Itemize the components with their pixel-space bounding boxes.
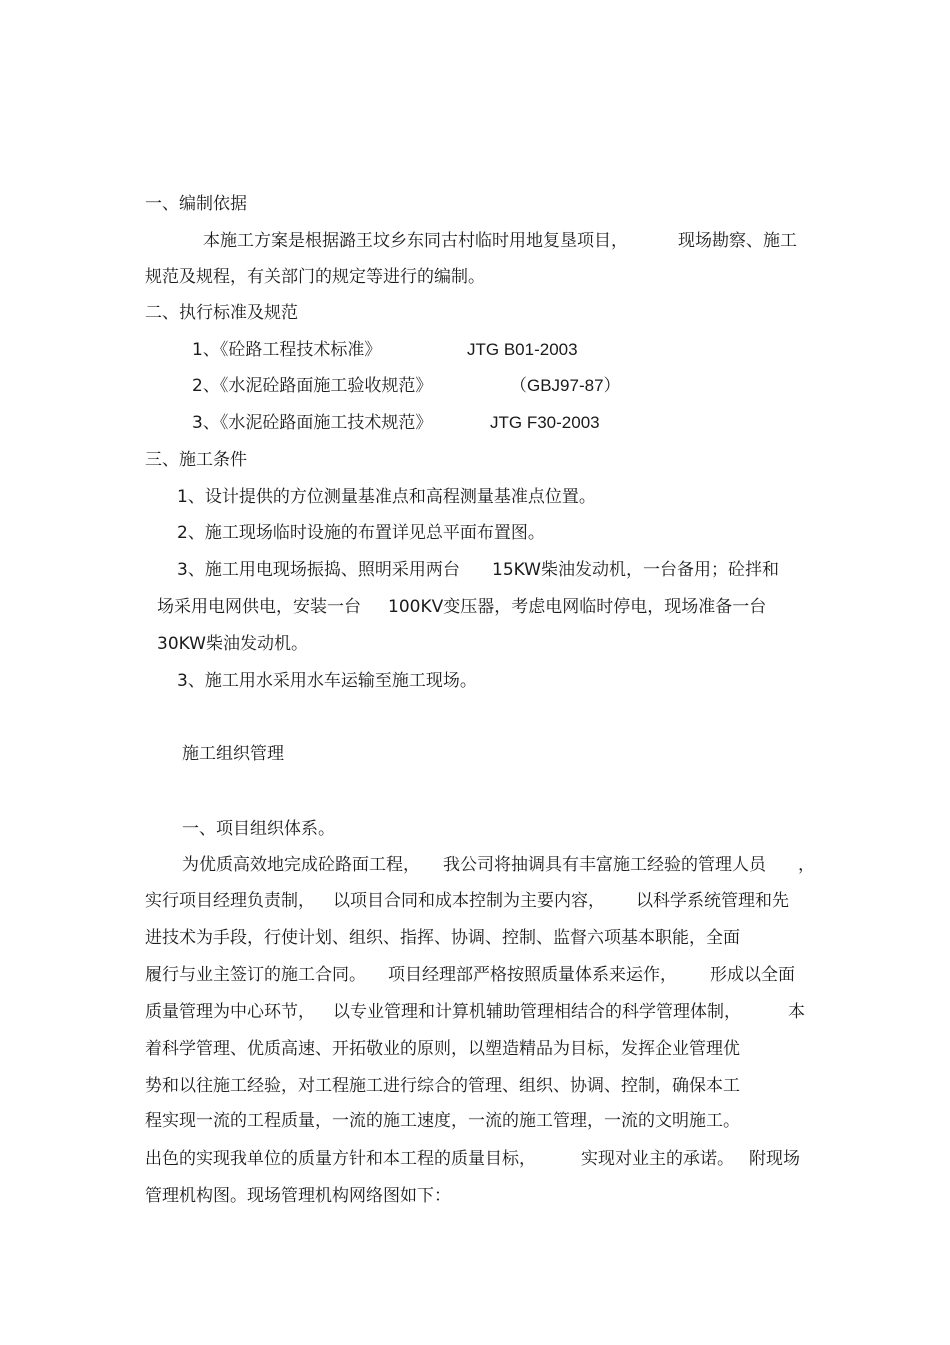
condition-item-3-line3: 30KW柴油发动机。 — [157, 634, 308, 654]
management-sub-heading: 一、项目组织体系。 — [182, 819, 335, 839]
condition-item-3-line2-a: 场采用电网供电，安装一台 — [157, 597, 361, 617]
section1-heading: 一、编制依据 — [145, 194, 247, 214]
management-text: 管理机构图。现场管理机构网络图如下： — [145, 1186, 451, 1206]
management-text: 质量管理为中心环节， — [145, 1002, 315, 1022]
management-text: 程实现一流的工程质量，一流的施工速度，一流的施工管理，一流的文明施工。 — [145, 1111, 740, 1131]
standard-item-code: JTG B01-2003 — [467, 340, 578, 359]
management-text: 以项目合同和成本控制为主要内容， — [333, 891, 605, 911]
condition-item-3-line2-b: 100KV变压器，考虑电网临时停电，现场准备一台 — [388, 597, 767, 617]
management-text: 实现对业主的承诺。 — [581, 1149, 734, 1169]
management-title: 施工组织管理 — [182, 744, 284, 764]
condition-item-3-line1-a: 3、施工用电现场振捣、照明采用两台 — [177, 560, 460, 580]
management-text: 着科学管理、优质高速、开拓敬业的原则，以塑造精品为目标，发挥企业管理优 — [145, 1039, 740, 1059]
condition-item-1: 1、设计提供的方位测量基准点和高程测量基准点位置。 — [177, 487, 596, 507]
management-text: 势和以往施工经验，对工程施工进行综合的管理、组织、协调、控制，确保本工 — [145, 1076, 740, 1096]
management-text: ， — [798, 855, 815, 875]
standard-item-title: 3、《水泥砼路面施工技术规范》 — [192, 413, 433, 433]
management-text: 进技术为手段，行使计划、组织、指挥、协调、控制、监督六项基本职能，全面 — [145, 928, 740, 948]
management-text: 我公司将抽调具有丰富施工经验的管理人员 — [443, 855, 766, 875]
section1-para-line1-b: 现场勘察、施工 — [678, 231, 797, 251]
management-text: 以专业管理和计算机辅助管理相结合的科学管理体制， — [333, 1002, 741, 1022]
standard-item-code: JTG F30-2003 — [490, 413, 600, 432]
section1-para-line1-a: 本施工方案是根据潞王坟乡东同古村临时用地复垦项目， — [203, 231, 628, 251]
management-text: 项目经理部严格按照质量体系来运作， — [388, 965, 677, 985]
section2-heading: 二、执行标准及规范 — [145, 303, 298, 323]
management-text: 实行项目经理负责制， — [145, 891, 315, 911]
management-text: 形成以全面 — [710, 965, 795, 985]
management-text: 以科学系统管理和先 — [636, 891, 789, 911]
management-text: 履行与业主签订的施工合同。 — [145, 965, 366, 985]
standard-item-title: 2、《水泥砼路面施工验收规范》 — [192, 376, 433, 396]
condition-item-3-line1-b: 15KW柴油发动机，一台备用；砼拌和 — [492, 560, 779, 580]
section3-heading: 三、施工条件 — [145, 450, 247, 470]
condition-item-2: 2、施工现场临时设施的布置详见总平面布置图。 — [177, 523, 545, 543]
management-text: 本 — [788, 1002, 805, 1022]
management-text: 出色的实现我单位的质量方针和本工程的质量目标， — [145, 1149, 536, 1169]
management-text: 附现场 — [749, 1149, 800, 1169]
standard-item-title: 1、《砼路工程技术标准》 — [192, 340, 382, 360]
section1-para-line2: 规范及规程，有关部门的规定等进行的编制。 — [145, 267, 485, 287]
standard-item-code: （GBJ97-87） — [510, 376, 621, 395]
condition-item-4: 3、施工用水采用水车运输至施工现场。 — [177, 671, 477, 691]
management-text: 为优质高效地完成砼路面工程， — [182, 855, 420, 875]
